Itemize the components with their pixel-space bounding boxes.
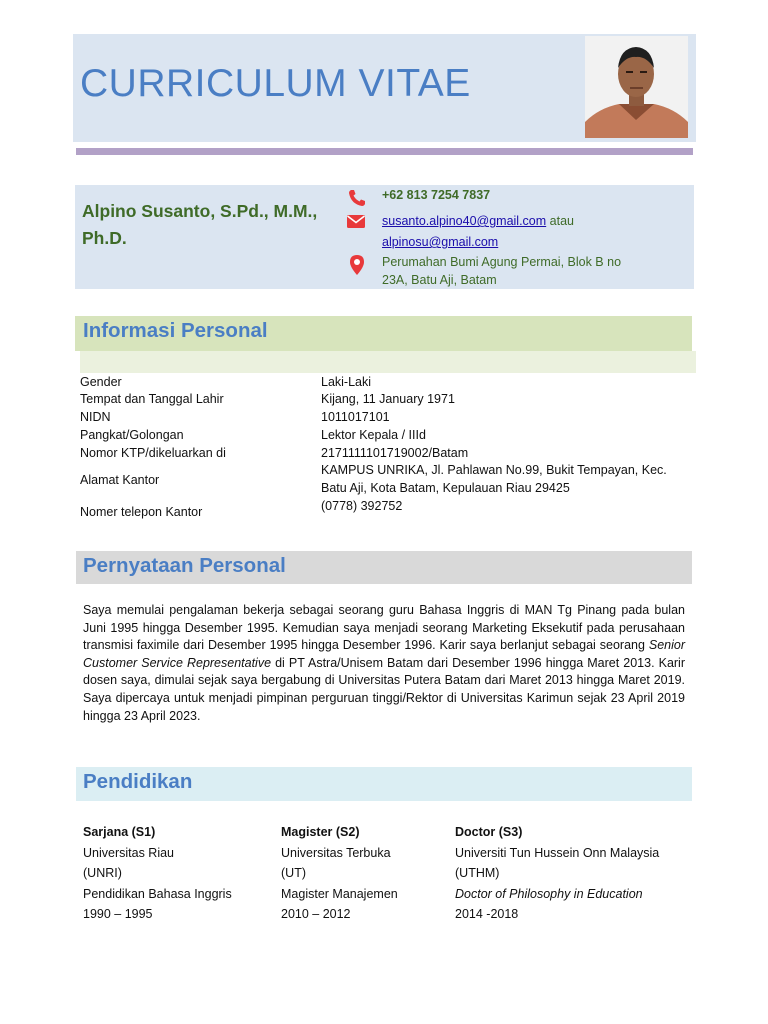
person-name: Alpino Susanto, S.Pd., M.M., Ph.D.: [82, 201, 318, 248]
info-value-birth: Kijang, 11 January 1971: [321, 392, 455, 406]
info-label-office-address: Alamat Kantor: [80, 473, 160, 487]
education-institution: Universitas Terbuka: [281, 845, 391, 860]
education-program: Pendidikan Bahasa Inggris: [83, 886, 232, 901]
education-abbreviation: (UT): [281, 866, 306, 881]
education-program-italic: Doctor of Philosophy in Education: [455, 886, 643, 901]
info-value-office-phone: (0778) 392752: [321, 499, 403, 513]
education-abbreviation: (UNRI): [83, 866, 122, 881]
education-degree: Doctor (S3): [455, 825, 523, 839]
education-degree: Sarjana (S1): [83, 825, 156, 839]
personal-info-heading: Informasi Personal: [83, 319, 268, 342]
phone-number: +62 813 7254 7837: [382, 188, 491, 202]
education-institution: Universitas Riau: [83, 845, 175, 860]
education-column-s1: [83, 822, 273, 925]
location-pin-icon: [347, 254, 367, 274]
education-years: 1990 – 1995: [83, 907, 153, 922]
email-line-secondary: [382, 233, 498, 251]
header-divider: [76, 148, 693, 155]
info-value-rank: Lektor Kepala / IIId: [321, 428, 426, 442]
info-label-birth: Tempat dan Tanggal Lahir: [80, 392, 224, 406]
info-label-ktp: Nomor KTP/dikeluarkan di: [80, 446, 226, 460]
email-icon: [346, 211, 366, 231]
education-heading: Pendidikan: [83, 770, 193, 793]
email-link-primary[interactable]: susanto.alpino40@gmail.com: [382, 214, 547, 228]
education-abbreviation: (UTHM): [455, 866, 500, 881]
phone-icon: [347, 188, 367, 208]
statement-heading: Pernyataan Personal: [83, 554, 286, 577]
info-value-ktp: 2171111101719002/Batam: [321, 446, 469, 460]
education-degree: Magister (S2): [281, 825, 360, 839]
profile-photo: [585, 36, 688, 138]
info-label-rank: Pangkat/Golongan: [80, 428, 184, 442]
statement-text-part2: di PT Astra/Unisem Batam dari Desember 1996 hingga Maret 2013. Karir dosen saya, dimulai sejak saya bergabung di Universitas Putera Batam dari Maret 2013 hingga Maret 2019. Saya dipercaya untuk menjadi pimpinan perguruan tinggi/Rektor di Universitas Karimun sejak 23 April 2019 hingga 23 April 2023.: [83, 655, 685, 723]
education-program: Magister Manajemen: [281, 886, 398, 901]
education-years: 2014 -2018: [455, 907, 519, 922]
education-years: 2010 – 2012: [281, 907, 351, 922]
statement-text-part1: Saya memulai pengalaman bekerja sebagai seorang guru Bahasa Inggris di MAN Tg Pinang pada bulan Juni 1995 hingga Desember 1995. Kemudian saya menjadi seorang Marketing Eksekutif pada perusahaan transmisi faximile dari Desember 1995 hingga Desember 1996. Karir saya berlanjut sebagai seorang: [83, 603, 685, 653]
email-link-secondary[interactable]: alpinosu@gmail.com: [382, 235, 499, 249]
education-column-s3: [455, 822, 715, 925]
info-value-office-address-line2: Batu Aji, Kota Batam, Kepulauan Riau 29425: [321, 481, 570, 495]
personal-info-subband: [80, 351, 696, 373]
home-address: Perumahan Bumi Agung Permai, Blok B no 23A, Batu Aji, Batam: [382, 255, 622, 287]
info-value-office-address-line1: KAMPUS UNRIKA, Jl. Pahlawan No.99, Bukit Tempayan, Kec.: [321, 463, 667, 477]
statement-paragraph: [83, 602, 685, 725]
email-line: [382, 212, 574, 230]
statement-text-italic: Senior Customer Service Representative: [83, 638, 685, 670]
info-value-gender: Laki-Laki: [321, 375, 372, 389]
info-value-nidn: 1011017101: [321, 410, 390, 424]
info-label-gender: Gender: [80, 375, 122, 389]
info-label-nidn: NIDN: [80, 410, 111, 424]
email-connector: atau: [546, 214, 574, 228]
education-program: [455, 884, 715, 905]
info-label-office-phone: Nomer telepon Kantor: [80, 505, 203, 519]
education-institution: Universiti Tun Hussein Onn Malaysia: [455, 845, 660, 860]
page-title: CURRICULUM VITAE: [80, 62, 471, 105]
education-column-s2: [281, 822, 446, 925]
